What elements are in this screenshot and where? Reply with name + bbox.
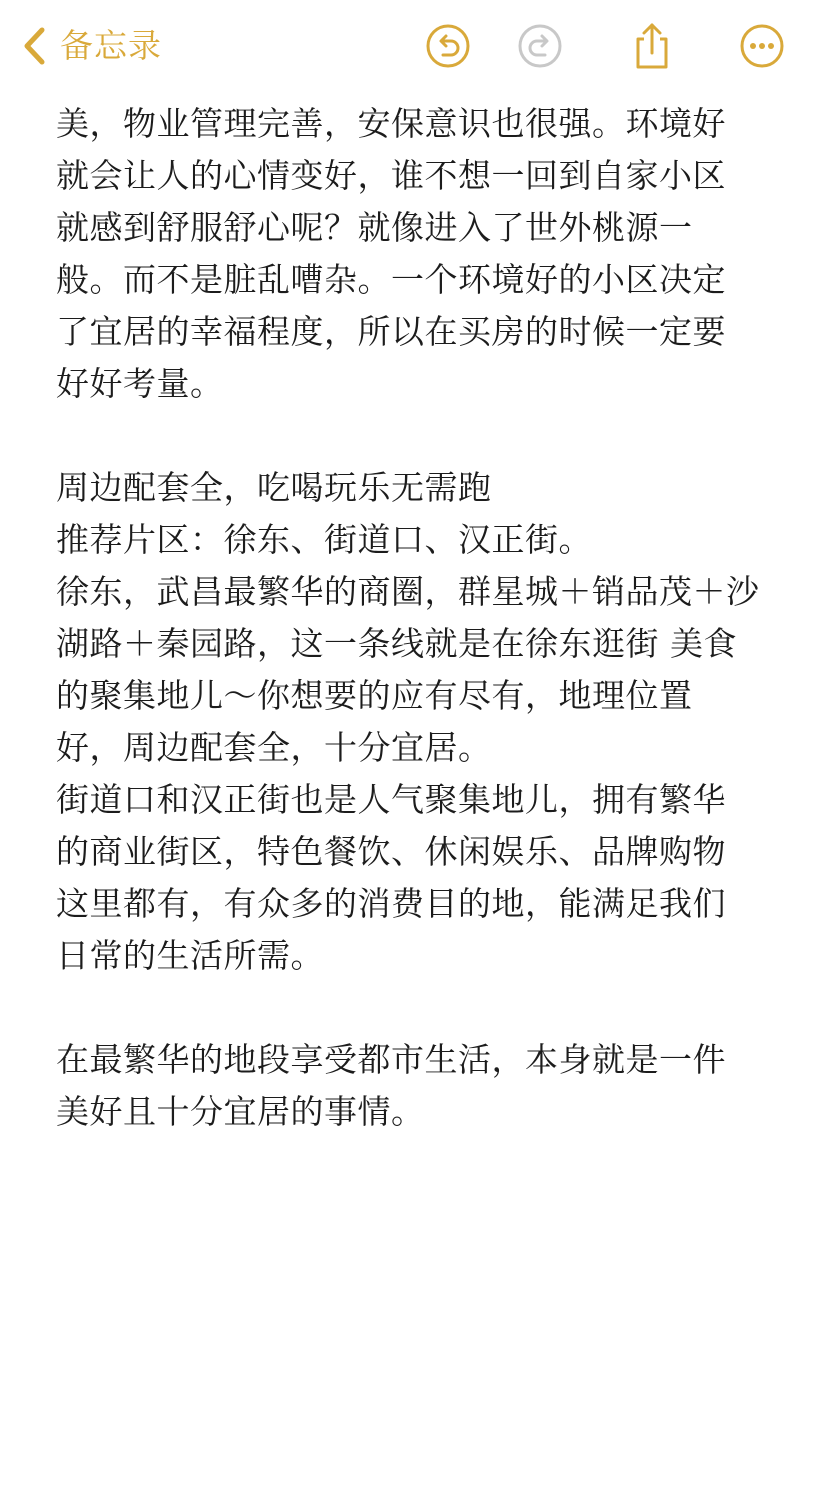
chevron-left-icon: [22, 26, 46, 66]
note-line: 美，物业管理完善，安保意识也很强。环境好: [56, 104, 726, 143]
ellipsis-icon: [739, 23, 785, 69]
note-line: 美好且十分宜居的事情。: [56, 1092, 425, 1131]
note-line: 了宜居的幸福程度，所以在买房的时候一定要: [56, 312, 726, 351]
back-button[interactable]: [22, 22, 162, 70]
note-paragraph: [56, 98, 756, 410]
note-line: 的商业街区，特色餐饮、休闲娱乐、品牌购物: [56, 832, 726, 871]
note-line: 般。而不是脏乱嘈杂。一个环境好的小区决定: [56, 260, 726, 299]
undo-button[interactable]: [424, 22, 472, 70]
blank-line: [56, 982, 756, 1034]
blank-line: [56, 410, 756, 462]
note-line: 这里都有，有众多的消费目的地，能满足我们: [56, 884, 726, 923]
note-line: 周边配套全，吃喝玩乐无需跑: [56, 468, 492, 507]
note-line: 就会让人的心情变好，谁不想一回到自家小区: [56, 156, 726, 195]
note-content[interactable]: [56, 98, 760, 1138]
note-line: 街道口和汉正街也是人气聚集地儿，拥有繁华: [56, 780, 726, 819]
back-label: 备忘录: [60, 26, 162, 65]
note-line: 在最繁华的地段享受都市生活，本身就是一件: [56, 1040, 726, 1079]
note-line: 好好考量。: [56, 364, 224, 403]
share-button[interactable]: [628, 22, 676, 70]
undo-icon: [425, 23, 471, 69]
note-paragraph: [56, 1034, 756, 1138]
navigation-bar: [0, 0, 828, 92]
share-icon: [630, 21, 674, 71]
redo-button[interactable]: [516, 22, 564, 70]
note-line: 湖路＋秦园路，这一条线就是在徐东逛街 美食: [56, 624, 737, 663]
note-line: 徐东，武昌最繁华的商圈，群星城＋销品茂＋沙: [56, 572, 760, 611]
note-paragraph: [56, 462, 760, 982]
note-line: 推荐片区：徐东、街道口、汉正街。: [56, 520, 592, 559]
note-line: 就感到舒服舒心呢？就像进入了世外桃源一: [56, 208, 693, 247]
redo-icon: [517, 23, 563, 69]
note-line: 日常的生活所需。: [56, 936, 324, 975]
note-line: 的聚集地儿～你想要的应有尽有，地理位置: [56, 676, 693, 715]
note-line: 好，周边配套全，十分宜居。: [56, 728, 492, 767]
more-button[interactable]: [738, 22, 786, 70]
